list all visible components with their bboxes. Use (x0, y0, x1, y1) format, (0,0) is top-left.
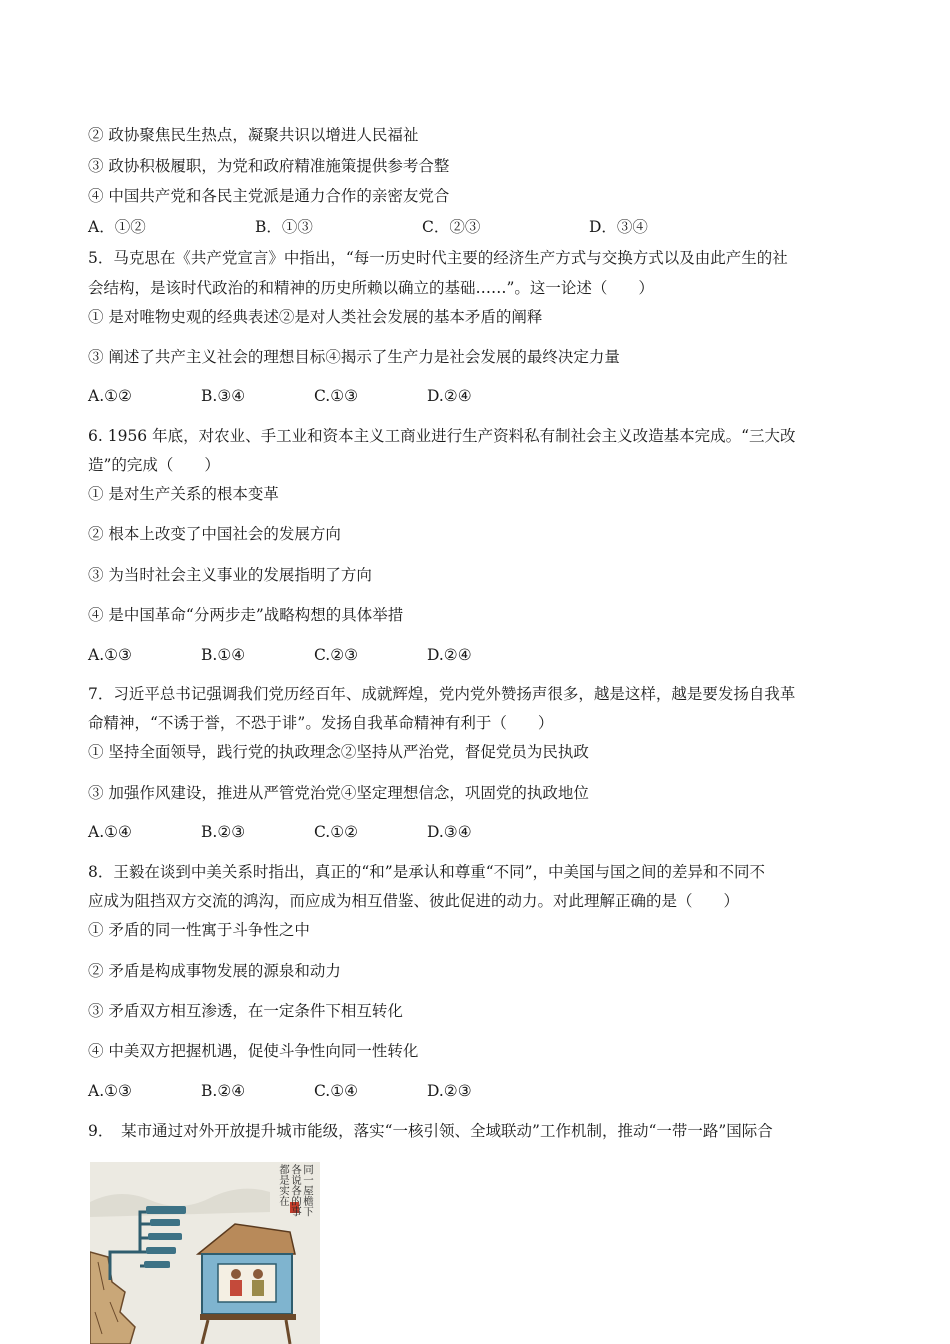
q5-stem-line-2: 会结构，是该时代政治的和精神的历史所赖以确立的基础……”。这一论述（ ） (88, 279, 654, 297)
q8-option-c: C.①④ (314, 1082, 359, 1100)
q7-statement-1: ① 坚持全面领导，践行党的执政理念②坚持从严治党，督促党员为民执政 (88, 743, 589, 761)
q5-statement-2: ③ 阐述了共产主义社会的理想目标④揭示了生产力是社会发展的最终决定力量 (88, 348, 620, 366)
q6-options (88, 645, 472, 665)
q4-option-c: C．②③ (422, 218, 481, 236)
q6-option-b: B.①④ (201, 646, 246, 664)
q9-stem-line-1: 9． 某市通过对外开放提升城市能级，落实“一核引领、全域联动”工作机制，推动“一带一路”国际合 (88, 1122, 773, 1140)
q6-statement-2: ② 根本上改变了中国社会的发展方向 (88, 525, 341, 543)
cartoon-illustration (90, 1162, 320, 1344)
q7-option-b: B.②③ (201, 823, 246, 841)
q4-statement-3: ③ 政协积极履职，为党和政府精准施策提供参考合整 (88, 157, 450, 175)
q6-statement-4: ④ 是中国革命“分两步走”战略构想的具体举措 (88, 606, 404, 624)
q8-stem-line-2: 应成为阻挡双方交流的鸿沟，而应成为相互借鉴、彼此促进的动力。对此理解正确的是（ ） (88, 892, 740, 910)
cartoon-inscription: 同一屋檐下 各说各的事 都是实在 (278, 1164, 314, 1217)
q5-option-a: A.①② (88, 387, 132, 405)
q8-option-b: B.②④ (201, 1082, 246, 1100)
q8-statement-4: ④ 中美双方把握机遇，促使斗争性向同一性转化 (88, 1042, 419, 1060)
q8-options (88, 1081, 472, 1101)
q6-statement-1: ① 是对生产关系的根本变革 (88, 485, 279, 503)
q7-options (88, 822, 472, 842)
q6-option-a: A.①③ (88, 646, 132, 664)
q6-option-c: C.②③ (314, 646, 359, 664)
q7-stem-line-1: 7．习近平总书记强调我们党历经百年、成就辉煌，党内党外赞扬声很多，越是这样，越是要发扬自我革 (88, 685, 796, 703)
q8-option-d: D.②③ (427, 1082, 472, 1100)
q7-option-d: D.③④ (427, 823, 472, 841)
q6-statement-3: ③ 为当时社会主义事业的发展指明了方向 (88, 566, 372, 584)
q4-option-d: D．③④ (589, 218, 648, 236)
q8-statement-3: ③ 矛盾双方相互渗透，在一定条件下相互转化 (88, 1002, 403, 1020)
q5-statement-1: ① 是对唯物史观的经典表述②是对人类社会发展的基本矛盾的阐释 (88, 308, 543, 326)
q4-statement-4: ④ 中国共产党和各民主党派是通力合作的亲密友党合 (88, 187, 450, 205)
q8-statement-1: ① 矛盾的同一性寓于斗争性之中 (88, 921, 310, 939)
q7-statement-2: ③ 加强作风建设，推进从严管党治党④坚定理想信念，巩固党的执政地位 (88, 784, 589, 802)
q7-stem-line-2: 命精神，“不诱于誉，不恐于诽”。发扬自我革命精神有利于（ ） (88, 714, 554, 732)
q5-options (88, 386, 472, 406)
q4-statement-2: ② 政协聚焦民生热点，凝聚共识以增进人民福祉 (88, 126, 419, 144)
q8-statement-2: ② 矛盾是构成事物发展的源泉和动力 (88, 962, 341, 980)
q5-option-c: C.①③ (314, 387, 359, 405)
q4-option-a: A．①② (88, 218, 146, 236)
q5-option-d: D.②④ (427, 387, 472, 405)
q8-option-a: A.①③ (88, 1082, 132, 1100)
q6-stem-line-1: 6. 1956 年底，对农业、手工业和资本主义工商业进行生产资料私有制社会主义改造基本完成。“三大改 (88, 427, 796, 445)
q8-stem-line-1: 8．王毅在谈到中美关系时指出，真正的“和”是承认和尊重“不同”，中美国与国之间的差异和不同不 (88, 863, 766, 881)
q7-option-c: C.①② (314, 823, 359, 841)
q6-stem-line-2: 造”的完成（ ） (88, 456, 220, 474)
q6-option-d: D.②④ (427, 646, 472, 664)
q4-option-b: B．①③ (255, 218, 313, 236)
q5-option-b: B.③④ (201, 387, 246, 405)
q4-options (88, 217, 648, 237)
q5-stem-line-1: 5．马克思在《共产党宣言》中指出，“每一历史时代主要的经济生产方式与交换方式以及由此产生的社 (88, 249, 788, 267)
q7-option-a: A.①④ (88, 823, 132, 841)
